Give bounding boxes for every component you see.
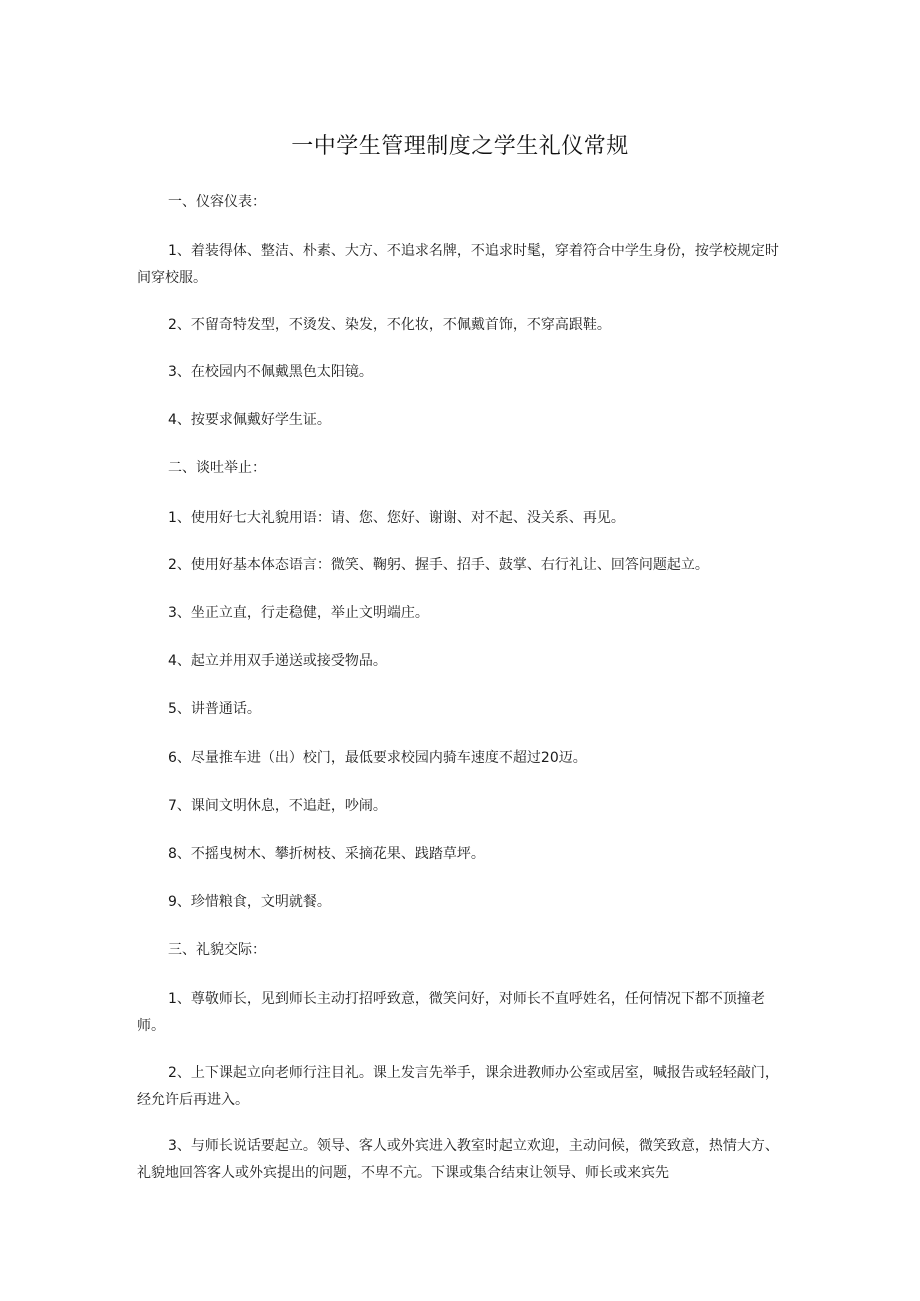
section-heading-appearance: 一、仪容仪表： [168, 194, 266, 210]
paragraph-etiquette-2: 2、上下课起立向老师行注目礼。课上发言先举手，课余进教师办公室或居室，喊报告或轻轻敲门，经允许后再进入。 [137, 1065, 779, 1108]
paragraph-conduct-9: 9、珍惜粮食，文明就餐。 [168, 894, 331, 910]
section-heading-etiquette: 三、礼貌交际： [168, 942, 266, 958]
paragraph-conduct-8: 8、不摇曳树木、攀折树枝、采摘花果、践踏草坪。 [168, 846, 485, 862]
paragraph-conduct-2: 2、使用好基本体态语言：微笑、鞠躬、握手、招手、鼓掌、右行礼让、回答问题起立。 [168, 557, 709, 573]
document-title: 一中学生管理制度之学生礼仪常规 [291, 134, 629, 159]
paragraph-conduct-7: 7、课间文明休息，不追赶，吵闹。 [168, 798, 387, 814]
paragraph-appearance-2: 2、不留奇特发型，不烫发、染发，不化妆，不佩戴首饰，不穿高跟鞋。 [168, 317, 611, 333]
paragraph-appearance-3: 3、在校园内不佩戴黑色太阳镜。 [168, 364, 373, 380]
section-heading-conduct: 二、谈吐举止： [168, 460, 266, 476]
paragraph-conduct-5: 5、讲普通话。 [168, 701, 261, 717]
paragraph-appearance-4: 4、按要求佩戴好学生证。 [168, 412, 331, 428]
paragraph-conduct-6: 6、尽量推车进（出）校门，最低要求校园内骑车速度不超过20迈。 [168, 750, 587, 766]
paragraph-etiquette-3: 3、与师长说话要起立。领导、客人或外宾进入教室时起立欢迎，主动问候，微笑致意，热情大方、礼貌地回答客人或外宾提出的问题，不卑不亢。下课或集合结束让领导、师长或来宾先 [137, 1138, 779, 1181]
paragraph-conduct-4: 4、起立并用双手递送或接受物品。 [168, 653, 387, 669]
paragraph-etiquette-1: 1、尊敬师长，见到师长主动打招呼致意，微笑问好，对师长不直呼姓名，任何情况下都不顶撞老师。 [137, 991, 765, 1034]
paragraph-appearance-1: 1、着装得体、整洁、朴素、大方、不追求名牌，不追求时髦，穿着符合中学生身份，按学校规定时间穿校服。 [137, 243, 779, 286]
paragraph-conduct-1: 1、使用好七大礼貌用语：请、您、您好、谢谢、对不起、没关系、再见。 [168, 510, 625, 526]
paragraph-conduct-3: 3、坐正立直，行走稳健，举止文明端庄。 [168, 605, 429, 621]
